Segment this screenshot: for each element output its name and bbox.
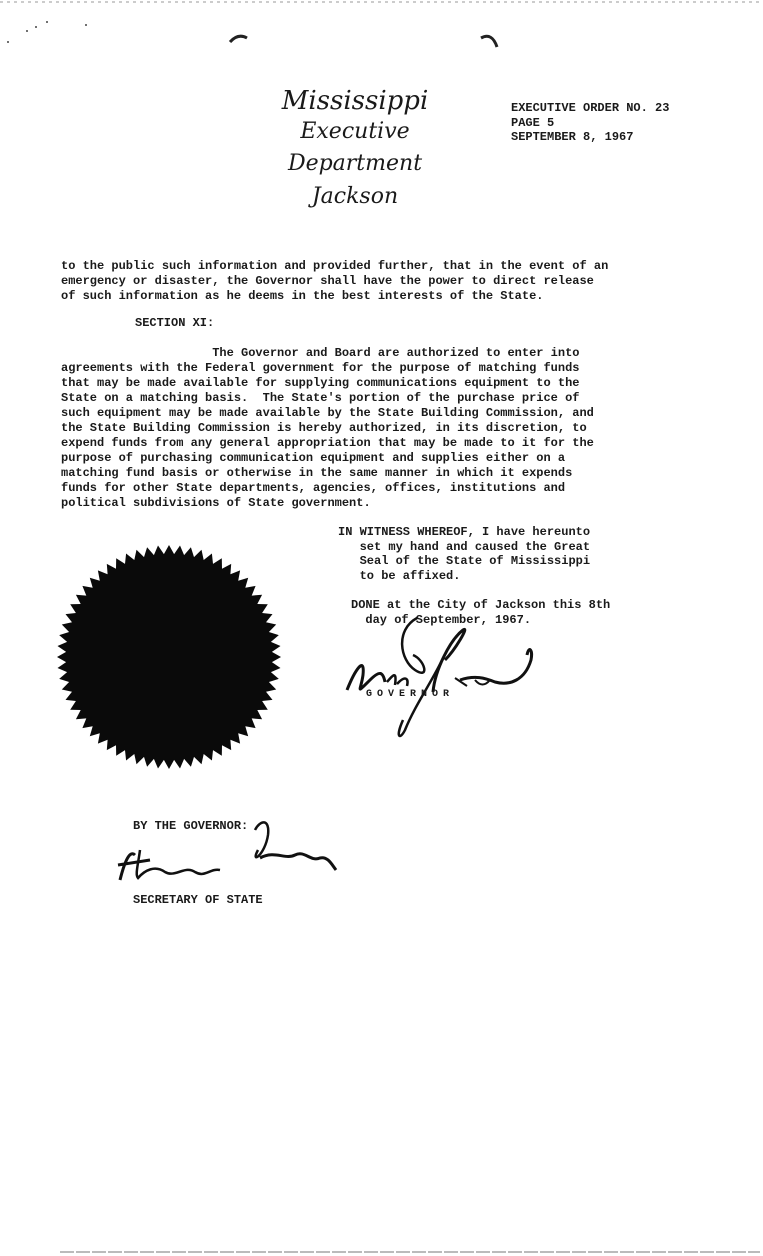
seal-body: [57, 545, 281, 769]
letterhead: [230, 86, 480, 214]
order-date: SEPTEMBER 8, 1967: [511, 130, 634, 144]
letterhead-department: Executive Department: [287, 119, 423, 176]
by-the-governor-label: BY THE GOVERNOR:: [133, 819, 249, 833]
great-seal: [54, 545, 284, 770]
done-clause: DONE at the City of Jackson this 8th day of September, 1967.: [351, 598, 611, 627]
secretary-of-state-label: SECRETARY OF STATE: [133, 893, 263, 907]
governor-signature: [335, 600, 545, 745]
letterhead-state: Mississippi: [281, 86, 429, 116]
order-page: PAGE 5: [511, 115, 555, 130]
witness-clause: IN WITNESS WHEREOF, I have hereunto set my hand and caused the Great Seal of the State of Mississippi to be affixed.: [338, 525, 591, 583]
governor-label: GOVERNOR: [366, 689, 455, 700]
section-heading: SECTION XI:: [135, 316, 215, 330]
section-xi-paragraph: The Governor and Board are authorized to enter into agreements with the Federal government for the purpose of matching funds that may be made available for supplying communications equipment to the State on a matching basis. The State's portion of the purchase price of such equipment may be made available by the State Building Commission, and the State Building Commission is hereby authorized, in its discretion, to expend funds from any general appropriation that may be made to it for the purpose of purchasing communication equipment and supplies either on a matching fund basis or otherwise in the same manner in which it expends funds for other State departments, agencies, offices, institutions and political subdivisions of State government.: [61, 346, 594, 510]
order-metadata: [511, 101, 669, 145]
secretary-signature: [110, 810, 340, 890]
letterhead-city: Jackson: [311, 184, 399, 209]
order-number: EXECUTIVE ORDER NO. 23: [511, 101, 670, 115]
paragraph-continuation: to the public such information and provided further, that in the event of an emergency or disaster, the Governor shall have the power to direct release of such information as he deems in the best interests of the State.: [61, 259, 609, 303]
